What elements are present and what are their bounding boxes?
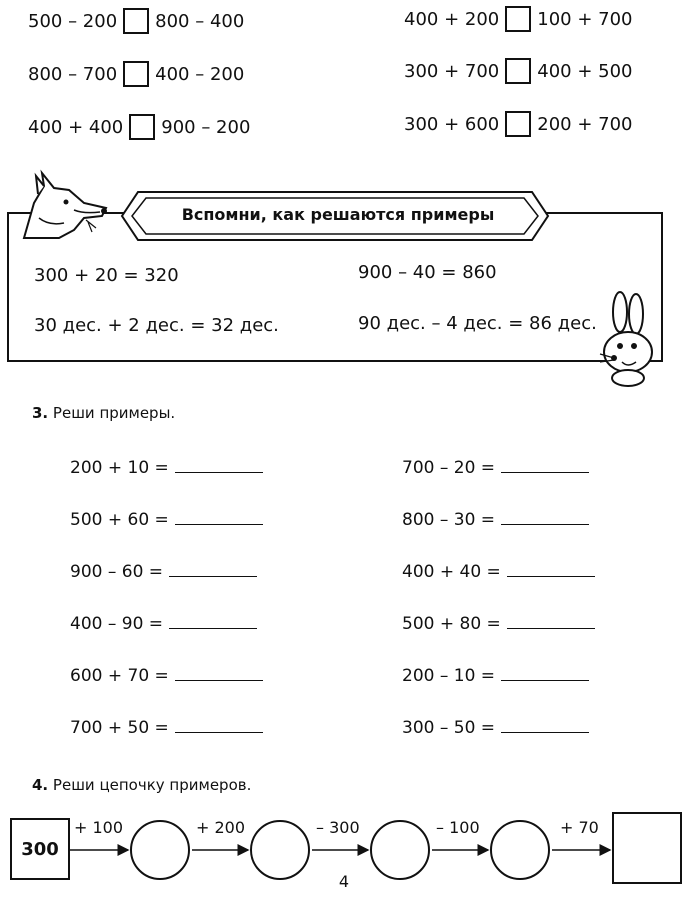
compare-box[interactable] <box>505 111 531 137</box>
reminder-example: 90 дес. – 4 дес. = 86 дес. <box>358 313 597 334</box>
reminder-title: Вспомни, как решаются примеры <box>181 205 495 224</box>
exercise-expr: 200 + 10 = <box>70 458 169 478</box>
compare-left-expr: 400 + 200 <box>404 8 500 30</box>
page-number: 4 <box>338 872 350 891</box>
compare-left-expr: 800 – 700 <box>28 63 118 85</box>
answer-line[interactable] <box>501 714 589 733</box>
exercise-expr: 700 + 50 = <box>70 718 169 738</box>
exercise-row <box>70 662 263 686</box>
answer-line[interactable] <box>175 662 263 681</box>
exercise-expr: 400 + 40 = <box>402 562 501 582</box>
compare-right-expr: 800 – 400 <box>155 10 245 32</box>
rabbit-icon <box>592 290 664 390</box>
compare-left-expr: 500 – 200 <box>28 10 118 32</box>
compare-row <box>404 111 633 137</box>
chain-op-label: + 70 <box>560 818 599 837</box>
task3-number: 3. <box>32 404 49 422</box>
exercise-row <box>70 558 257 582</box>
compare-right-expr: 400 – 200 <box>155 63 245 85</box>
exercise-row <box>402 506 589 530</box>
exercise-row <box>402 714 589 738</box>
exercise-expr: 600 + 70 = <box>70 666 169 686</box>
exercise-row <box>402 558 595 582</box>
answer-line[interactable] <box>175 454 263 473</box>
compare-row <box>28 8 244 34</box>
chain-op-label: – 300 <box>316 818 360 837</box>
exercise-row <box>70 610 257 634</box>
answer-line[interactable] <box>175 714 263 733</box>
answer-line[interactable] <box>175 506 263 525</box>
fox-icon <box>14 168 114 248</box>
compare-right-expr: 100 + 700 <box>537 8 633 30</box>
exercise-expr: 900 – 60 = <box>70 562 164 582</box>
chain-start-box: 300 <box>10 818 70 880</box>
compare-box[interactable] <box>505 58 531 84</box>
compare-row <box>28 61 244 87</box>
reminder-example: 300 + 20 = 320 <box>34 265 179 286</box>
exercise-row <box>70 454 263 478</box>
answer-line[interactable] <box>507 558 595 577</box>
task3-title: Реши примеры. <box>52 404 176 422</box>
exercise-row <box>402 454 589 478</box>
exercise-row <box>70 506 263 530</box>
reminder-example: 900 – 40 = 860 <box>358 262 497 283</box>
compare-row <box>404 58 633 84</box>
exercise-expr: 500 + 80 = <box>402 614 501 634</box>
compare-right-expr: 400 + 500 <box>537 60 633 82</box>
chain-op-label: + 200 <box>196 818 246 837</box>
task4-number: 4. <box>32 776 49 794</box>
chain-op-label: – 100 <box>436 818 480 837</box>
exercise-row <box>70 714 263 738</box>
task4-title: Реши цепочку примеров. <box>52 776 252 794</box>
compare-box[interactable] <box>129 114 155 140</box>
compare-box[interactable] <box>123 8 149 34</box>
chain-op-label: + 100 <box>74 818 124 837</box>
answer-line[interactable] <box>501 454 589 473</box>
compare-left-expr: 300 + 600 <box>404 113 500 135</box>
compare-left-expr: 400 + 400 <box>28 116 124 138</box>
chain-circle[interactable] <box>250 820 310 880</box>
chain-circle[interactable] <box>490 820 550 880</box>
chain-circle[interactable] <box>130 820 190 880</box>
reminder-example: 30 дес. + 2 дес. = 32 дес. <box>34 315 279 336</box>
answer-line[interactable] <box>507 610 595 629</box>
task3-header <box>32 404 175 422</box>
answer-line[interactable] <box>501 662 589 681</box>
task4-header <box>32 776 251 794</box>
compare-row <box>404 6 633 32</box>
exercise-row <box>402 610 595 634</box>
compare-row <box>28 114 250 140</box>
exercise-expr: 400 – 90 = <box>70 614 164 634</box>
exercise-expr: 700 – 20 = <box>402 458 496 478</box>
exercise-expr: 500 + 60 = <box>70 510 169 530</box>
exercise-expr: 200 – 10 = <box>402 666 496 686</box>
exercise-row <box>402 662 589 686</box>
answer-line[interactable] <box>169 558 257 577</box>
compare-box[interactable] <box>123 61 149 87</box>
answer-line[interactable] <box>501 506 589 525</box>
answer-line[interactable] <box>169 610 257 629</box>
compare-right-expr: 200 + 700 <box>537 113 633 135</box>
compare-box[interactable] <box>505 6 531 32</box>
compare-left-expr: 300 + 700 <box>404 60 500 82</box>
exercise-expr: 300 – 50 = <box>402 718 496 738</box>
chain-circle[interactable] <box>370 820 430 880</box>
exercise-expr: 800 – 30 = <box>402 510 496 530</box>
compare-right-expr: 900 – 200 <box>161 116 251 138</box>
